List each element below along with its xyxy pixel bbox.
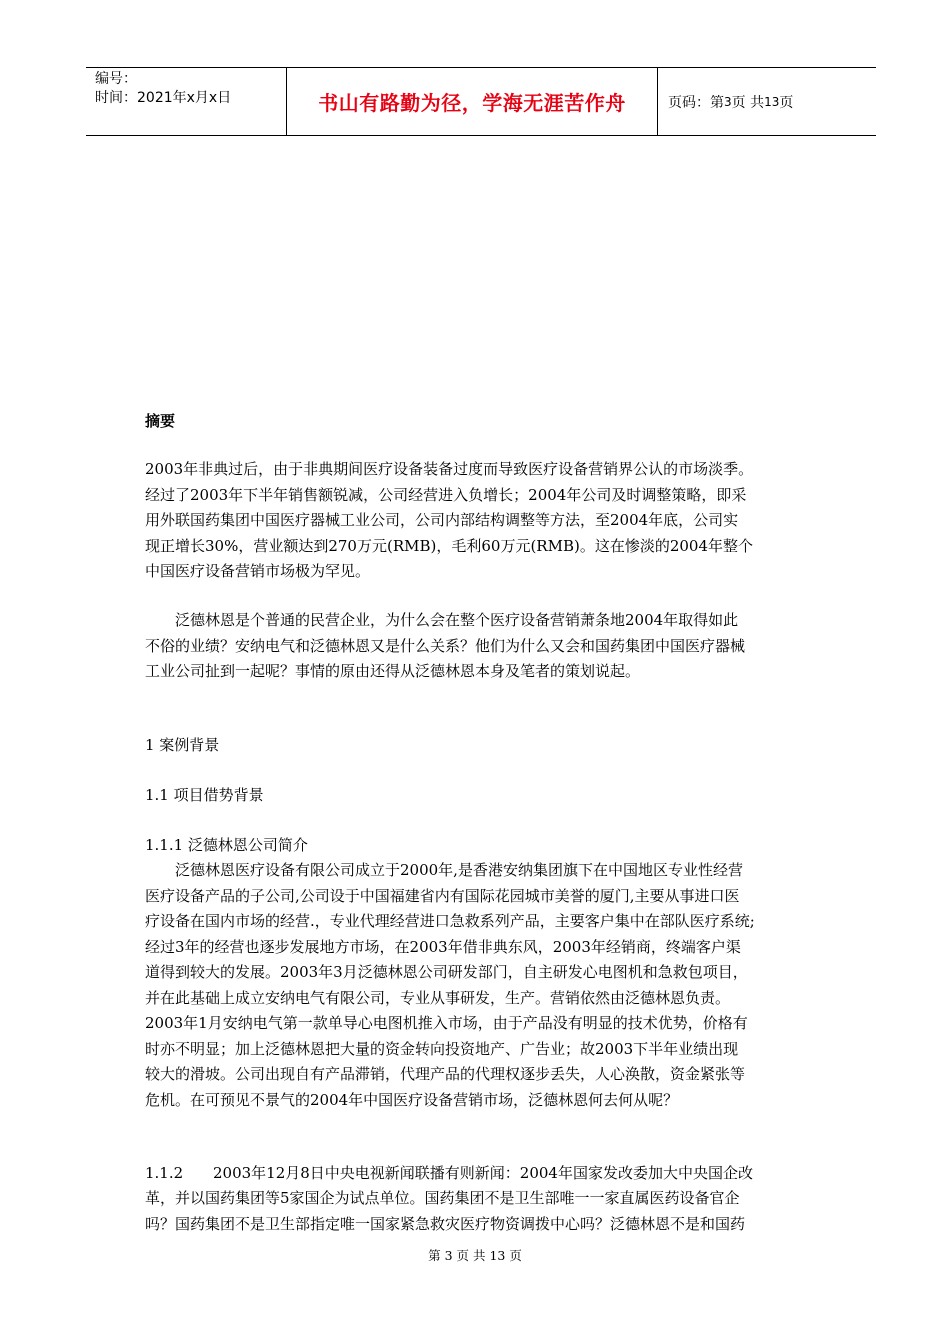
page-prefix: 页码：第 bbox=[668, 94, 724, 111]
time-text: 时间：2021年x月x日 bbox=[95, 90, 232, 106]
text-line: 泛德林恩是个普通的民营企业，为什么会在整个医疗设备营销萧条地2004年取得如此 bbox=[175, 611, 739, 629]
abstract-heading: 摘要 bbox=[145, 412, 176, 430]
text-line: 较大的滑坡。公司出现自有产品滞销，代理产品的代理权逐步丢失，人心涣散，资金紧张等 bbox=[145, 1065, 746, 1083]
text-line: 2003年1月安纳电气第一款单导心电图机推入市场，由于产品没有明显的技术优势，价格有 bbox=[145, 1014, 748, 1032]
text-line: 吗？国药集团不是卫生部指定唯一国家紧急救灾医疗物资调拨中心吗？泛德林恩不是和国药 bbox=[145, 1215, 746, 1233]
motto-text: 书山有路勤为径，学海无涯苦作舟 bbox=[318, 91, 626, 115]
text-line: 中国医疗设备营销市场极为罕见。 bbox=[145, 562, 371, 580]
page-mid: 页 共 bbox=[731, 94, 765, 111]
page-footer: 第 3 页 共 13 页 bbox=[428, 1248, 522, 1263]
text-line: 并在此基础上成立安纳电气有限公司，专业从事研发，生产。营销依然由泛德林恩负责。 bbox=[145, 989, 731, 1007]
header-left-cell bbox=[86, 68, 286, 135]
text-line: 2003年12月8日中央电视新闻联播有则新闻：2004年国家发改委加大中央国企改 bbox=[213, 1164, 753, 1182]
page-suffix: 页 bbox=[779, 94, 794, 111]
section-1-1-1-heading: 1.1.1 泛德林恩公司简介 bbox=[145, 836, 308, 854]
page-current: 3 bbox=[724, 94, 732, 109]
text-line: 现正增长30%，营业额达到270万元(RMB)，毛利60万元(RMB)。这在惨淡的2004年整个 bbox=[145, 537, 753, 555]
section-1-1-2-number: 1.1.2 bbox=[145, 1164, 184, 1182]
section-1-heading: 1 案例背景 bbox=[145, 736, 220, 754]
section-1-1-heading: 1.1 项目借势背景 bbox=[145, 786, 264, 804]
text-line: 泛德林恩医疗设备有限公司成立于2000年,是香港安纳集团旗下在中国地区专业性经营 bbox=[175, 861, 743, 879]
text-line: 危机。在可预见不景气的2004年中国医疗设备营销市场，泛德林恩何去何从呢？ bbox=[145, 1091, 679, 1109]
page-header bbox=[86, 67, 876, 136]
section-1-1-2-first-line bbox=[145, 1161, 753, 1185]
text-line: 道得到较大的发展。2003年3月泛德林恩公司研发部门，自主研发心电图机和急救包项目， bbox=[145, 963, 748, 981]
text-line: 革，并以国药集团等5家国企为试点单位。国药集团不是卫生部唯一一家直属医药设备官企 bbox=[145, 1189, 740, 1207]
text-line: 时亦不明显；加上泛德林恩把大量的资金转向投资地产、广告业；故2003下半年业绩出现 bbox=[145, 1040, 739, 1058]
text-line: 不俗的业绩？安纳电气和泛德林恩又是什么关系？他们为什么又会和国药集团中国医疗器械 bbox=[145, 637, 746, 655]
text-line: 经过3年的经营也逐步发展地方市场，在2003年借非典东风，2003年经销商，终端客户渠 bbox=[145, 938, 741, 956]
header-page-cell bbox=[658, 68, 876, 135]
text-line: 用外联国药集团中国医疗器械工业公司，公司内部结构调整等方法，至2004年底，公司实 bbox=[145, 511, 739, 529]
text-line: 疗设备在国内市场的经营.，专业代理经营进口急救系列产品，主要客户集中在部队医疗系统; bbox=[145, 912, 755, 930]
text-line: 经过了2003年下半年销售额锐减，公司经营进入负增长；2004年公司及时调整策略，即采 bbox=[145, 486, 747, 504]
header-middle-cell bbox=[286, 68, 658, 135]
page-total: 13 bbox=[764, 94, 780, 109]
text-line: 2003年非典过后，由于非典期间医疗设备装备过度而导致医疗设备营销界公认的市场淡季。 bbox=[145, 460, 754, 478]
text-line: 工业公司扯到一起呢？事情的原由还得从泛德林恩本身及笔者的策划说起。 bbox=[145, 662, 641, 680]
text-line: 医疗设备产品的子公司,公司设于中国福建省内有国际花园城市美誉的厦门,主要从事进口医 bbox=[145, 887, 740, 905]
code-label: 编号： bbox=[95, 71, 137, 87]
